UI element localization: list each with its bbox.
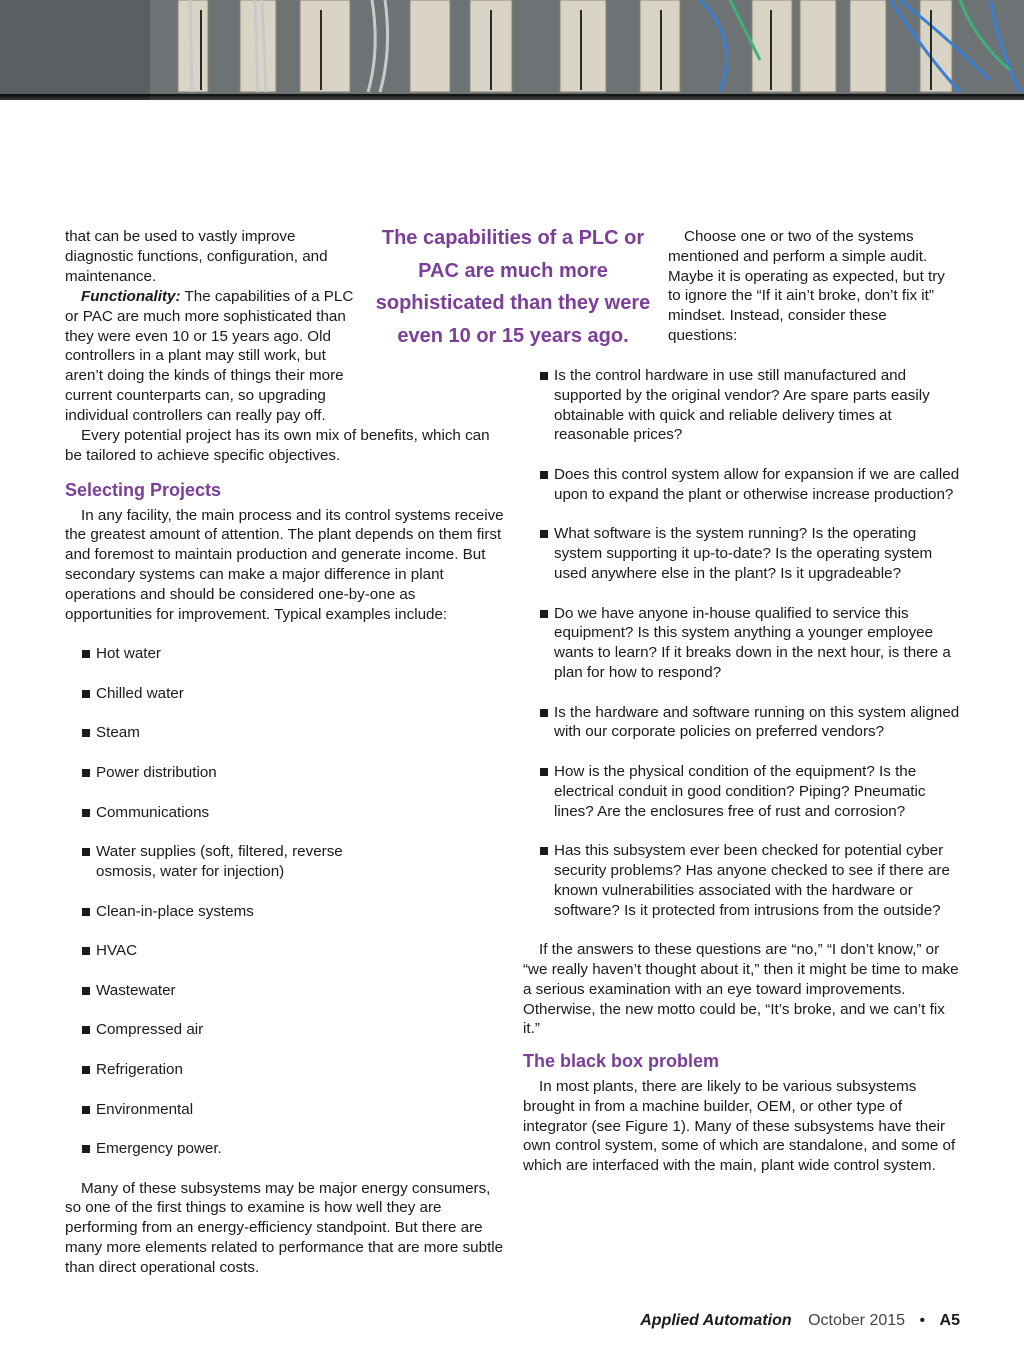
list-item: Power distribution [65, 763, 505, 783]
header-photo [0, 0, 1024, 100]
question-item: How is the physical condition of the equipment? Is the electrical conduit in good condition? Piping? Pneumatic lines? Are the enclosures free of rust and corrosion? [523, 762, 963, 821]
question-item: Do we have anyone in-house qualified to service this equipment? Is this system anything a younger employee wants to learn? If it breaks down in the next hour, is there a plan for how to respond? [523, 604, 963, 683]
intro-paragraph: that can be used to vastly improve diagnostic functions, configuration, and maintenance. [65, 228, 328, 285]
audit-paragraph: Choose one or two of the systems mentioned and perform a simple audit. Maybe it is operating as expected, but try to ignore the “If it ain’t broke, don’t fix it” mindset. Instead, consider these questions: [668, 228, 945, 344]
control-panel-wiring-icon [0, 0, 1024, 100]
question-item: Is the hardware and software running on this system aligned with our corporate policies on preferred vendors? [523, 703, 963, 743]
question-item: Is the control hardware in use still manufactured and supported by the original vendor? Are spare parts easily obtainable with quick and reliable delivery times at reasonable prices? [523, 366, 963, 445]
functionality-paragraph-top [65, 287, 365, 426]
selecting-projects-heading: Selecting Projects [65, 479, 222, 500]
left-column-main [65, 426, 505, 1278]
benefits-paragraph: Every potential project has its own mix of benefits, which can be tailored to achieve specific objectives. [65, 427, 490, 464]
right-column-main [523, 366, 963, 1176]
list-item: Clean-in-place systems [65, 902, 505, 922]
selecting-paragraph: In any facility, the main process and its control systems receive the greatest amount of attention. The plant depends on them first and foremost to maintain production and generate income. But secondary systems can make a major difference in plant operations and should be considered one-by-one as opportunities for improvement. Typical examples include: [65, 506, 504, 623]
list-item: Water supplies (soft, filtered, reverse osmosis, water for injection) [65, 842, 366, 882]
black-box-heading: The black box problem [523, 1051, 720, 1072]
list-item: HVAC [65, 941, 505, 961]
list-item: Compressed air [65, 1020, 505, 1040]
question-item: What software is the system running? Is the operating system supporting it up-to-date? Is the operating system used anywhere else in the plant? Is it upgradeable? [523, 524, 963, 583]
pull-quote: The capabilities of a PLC or PAC are much more sophisticated than they were even 10 or 15 years ago. [375, 227, 651, 348]
page-footer [640, 1312, 960, 1330]
list-item: Emergency power. [65, 1139, 505, 1159]
question-item: Has this subsystem ever been checked for potential cyber security problems? Has anyone checked to see if there are known vulnerabilities associated with the hardware or software? Is it protected from intrusions from the outside? [523, 841, 963, 920]
audit-questions-list [523, 366, 963, 920]
list-item: Wastewater [65, 981, 505, 1001]
right-column-intro [668, 227, 958, 346]
list-item: Refrigeration [65, 1060, 505, 1080]
list-item: Steam [65, 723, 505, 743]
list-item: Communications [65, 803, 505, 823]
left-column-top [65, 227, 365, 286]
photo-bottom-border [0, 94, 1024, 100]
issue-date: October 2015 [808, 1312, 906, 1329]
list-item: Environmental [65, 1100, 505, 1120]
subsystem-list [65, 644, 505, 1159]
footer-separator: • [919, 1312, 926, 1329]
functionality-label: Functionality: [81, 288, 181, 305]
energy-paragraph: Many of these subsystems may be major energy consumers, so one of the first things to examine is how well they are performing from an energy-efficiency standpoint. But there are many more elements related to performance that are more subtle than direct operational costs. [65, 1179, 504, 1276]
answers-paragraph: If the answers to these questions are “no,” “I don’t know,” or “we really haven’t thought about it,” then it might be time to make a serious examination with an eye toward improvements. Otherwise, the new motto could be, “It’s broke, and we can’t fix it.” [523, 941, 959, 1038]
page-number: A5 [939, 1312, 960, 1329]
publication-name: Applied Automation [640, 1312, 792, 1329]
functionality-text: The capabilities of a PLC or PAC are much more sophisticated than they were even 10 or 15 years ago. Old controllers in a plant may still work, but aren’t doing the kinds of things their more current counterparts can, so upgrading individual controllers can really pay off. [65, 288, 354, 424]
list-item: Chilled water [65, 684, 505, 704]
list-item: Hot water [65, 644, 505, 664]
black-box-paragraph: In most plants, there are likely to be various subsystems brought in from a machine builder, OEM, or other type of integrator (see Figure 1). Many of these subsystems have their own control system, some of which are standalone, and some of which are interfaced with the main, plant wide control system. [523, 1078, 956, 1175]
question-item: Does this control system allow for expansion if we are called upon to expand the plant or otherwise increase production? [523, 465, 963, 505]
